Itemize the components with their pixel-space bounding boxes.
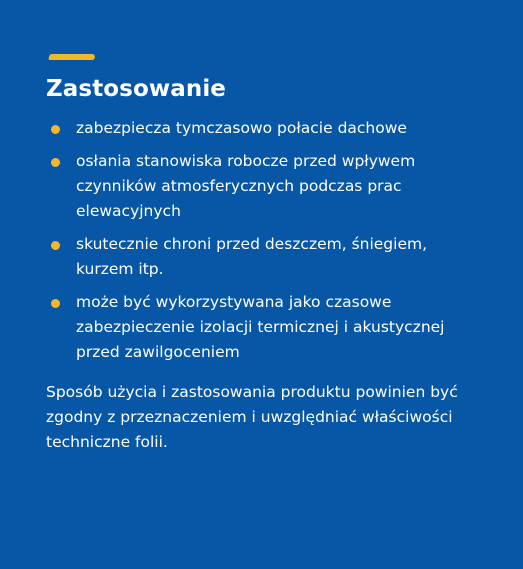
list-item-text: osłania stanowiska robocze przed wpływem czynników atmosferycznych podczas prac elewacyjnych: [76, 152, 416, 220]
section-title: Zastosowanie: [46, 76, 227, 102]
list-item: [46, 116, 486, 141]
list-item-text: skutecznie chroni przed deszczem, śniegiem, kurzem itp.: [76, 235, 428, 278]
list-item: [46, 232, 486, 282]
list-item: [46, 290, 486, 365]
bullet-icon: [51, 158, 60, 167]
usage-note: Sposób użycia i zastosowania produktu powinien być zgodny z przeznaczeniem i uwzględniać właściwości techniczne folii.: [46, 383, 458, 451]
accent-bar: [48, 54, 96, 60]
bullet-icon: [51, 125, 60, 134]
feature-list: [46, 116, 486, 365]
list-item: [46, 149, 486, 224]
bullet-icon: [51, 299, 60, 308]
application-section: [46, 54, 486, 455]
list-item-text: zabezpiecza tymczasowo połacie dachowe: [76, 119, 407, 137]
bullet-icon: [51, 241, 60, 250]
list-item-text: może być wykorzystywana jako czasowe zabezpieczenie izolacji termicznej i akustycznej przed zawilgoceniem: [76, 293, 445, 361]
